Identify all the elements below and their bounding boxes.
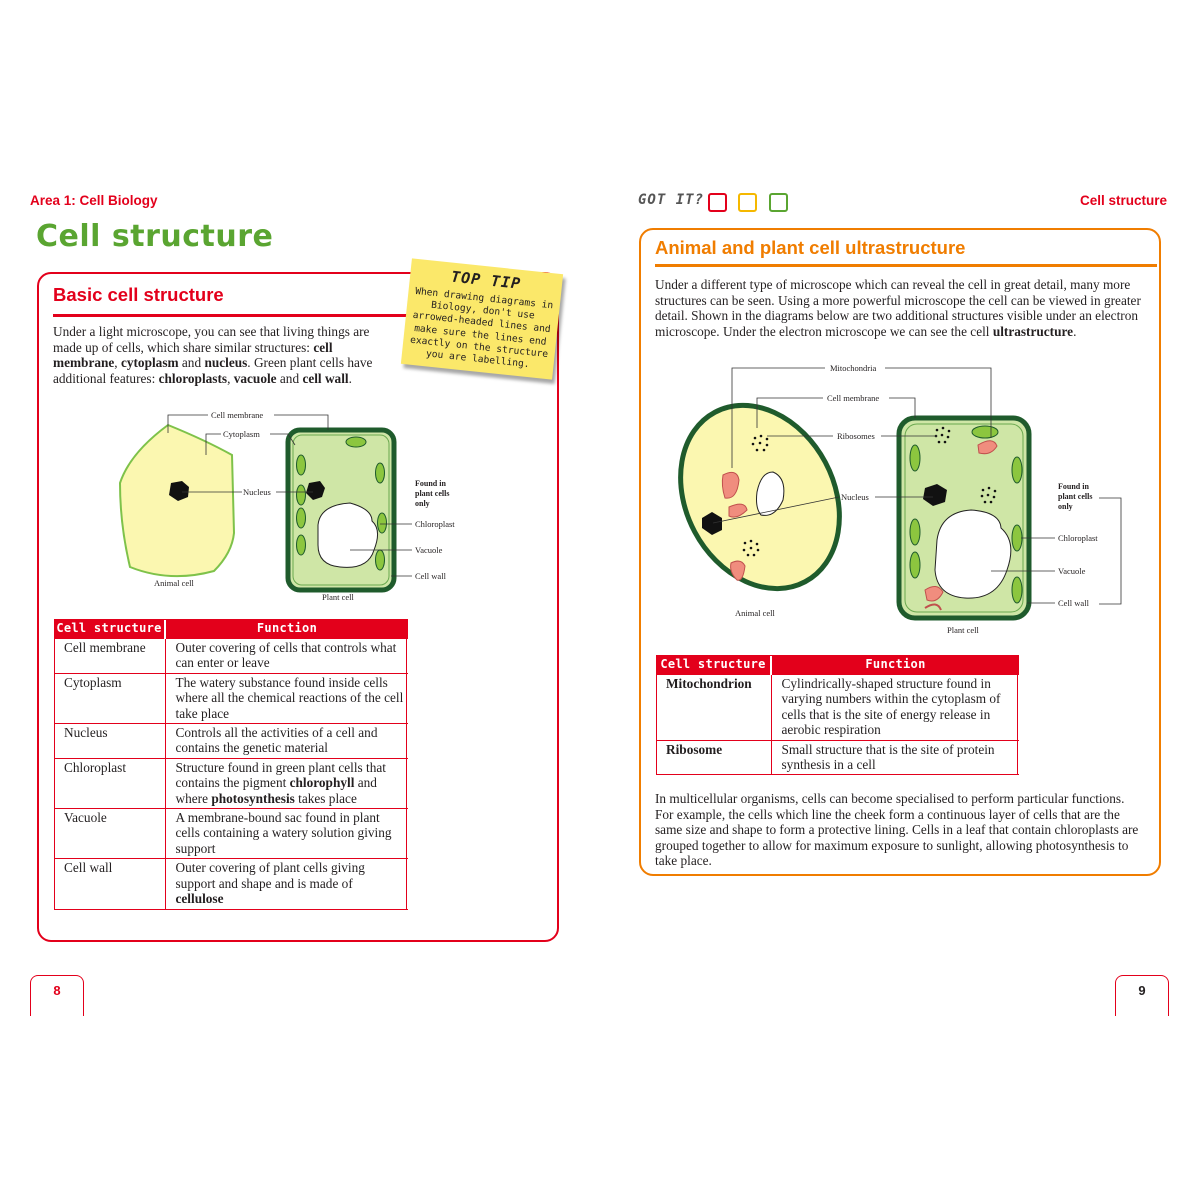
function-cell: Structure found in green plant cells that contains the pigment chlorophyll and where photosynthesis takes place [165, 758, 408, 808]
label-vacuole: Vacuole [415, 545, 443, 555]
table-row [54, 724, 408, 759]
ultrastructure-diagram [675, 360, 1135, 640]
basic-structure-heading: Basic cell structure [53, 284, 224, 305]
section-label: Cell structure [1079, 193, 1167, 208]
table-row [54, 673, 408, 723]
top-tip-title: TOP TIP [450, 267, 522, 293]
got-it-checkbox-green[interactable] [769, 193, 788, 212]
page-number-right: 9 [1115, 975, 1169, 1016]
chloroplast [346, 437, 366, 447]
chloroplast [297, 535, 306, 555]
label-cytoplasm: Cytoplasm [223, 429, 260, 439]
chloroplast [297, 508, 306, 528]
chloroplast [910, 445, 920, 471]
function-cell: Outer covering of cells that controls what can enter or leave [165, 639, 408, 673]
label-found-2: plant cells [415, 489, 450, 498]
heading-rule [655, 264, 1157, 267]
page-title: Cell structure [36, 219, 274, 254]
caption-animal-cell: Animal cell [154, 578, 194, 588]
cell-structure-table [54, 619, 408, 910]
got-it-label: GOT IT? [638, 192, 705, 208]
function-cell: Small structure that is the site of protein synthesis in a cell [771, 740, 1019, 775]
structure-cell: Cytoplasm [54, 673, 165, 723]
chloroplast [972, 426, 998, 438]
structure-cell: Chloroplast [54, 758, 165, 808]
table-header-structure: Cell structure [656, 655, 771, 675]
page-number-left: 8 [30, 975, 84, 1016]
table-row [656, 675, 1019, 740]
label-ribosomes: Ribosomes [837, 431, 875, 441]
label-nucleus: Nucleus [841, 492, 869, 502]
chloroplast [376, 550, 385, 570]
ultrastructure-heading: Animal and plant cell ultrastructure [655, 237, 966, 258]
function-cell: A membrane-bound sac found in plant cells containing a watery solution giving support [165, 809, 408, 859]
caption-animal-cell: Animal cell [735, 608, 775, 618]
got-it-checkbox-red[interactable] [708, 193, 727, 212]
label-mitochondria: Mitochondria [830, 363, 877, 373]
function-cell: Controls all the activities of a cell and contains the genetic material [165, 724, 408, 759]
chloroplast [297, 455, 306, 475]
label-found-1: Found in [415, 479, 446, 488]
structure-cell: Cell wall [54, 859, 165, 909]
label-found-3: only [415, 499, 430, 508]
label-vacuole: Vacuole [1058, 566, 1086, 576]
top-tip-note [401, 258, 563, 379]
chloroplast [910, 519, 920, 545]
table-row [54, 809, 408, 859]
label-nucleus: Nucleus [243, 487, 271, 497]
structure-cell: Mitochondrion [656, 675, 771, 740]
structure-cell: Ribosome [656, 740, 771, 775]
plant-vacuole [318, 503, 378, 567]
table-header-function: Function [771, 655, 1019, 675]
chloroplast [1012, 457, 1022, 483]
caption-plant-cell: Plant cell [322, 592, 354, 602]
structure-cell: Nucleus [54, 724, 165, 759]
table-header-structure: Cell structure [54, 619, 165, 639]
table-row [54, 639, 408, 673]
label-cell-wall: Cell wall [1058, 598, 1089, 608]
caption-plant-cell: Plant cell [947, 625, 979, 635]
label-cell-membrane: Cell membrane [211, 410, 264, 420]
area-label: Area 1: Cell Biology [30, 193, 158, 208]
chloroplast [1012, 525, 1022, 551]
structure-cell: Vacuole [54, 809, 165, 859]
chloroplast [376, 463, 385, 483]
chloroplast [910, 552, 920, 578]
ultra-paragraph: Under a different type of microscope which can reveal the cell in great detail, many more structures can be seen. Using a more powerful microscope the cell can be viewed in greater detail. Shown in the diagrams below are two additional structures visible under an electron microscope. Under the electron microscope we can see the cell ultrastructure. [655, 277, 1141, 339]
label-chloroplast: Chloroplast [1058, 533, 1098, 543]
ultrastructure-table [656, 655, 1019, 775]
table-header-function: Function [165, 619, 408, 639]
label-found-3: only [1058, 502, 1073, 511]
structure-cell: Cell membrane [54, 639, 165, 673]
label-cell-membrane: Cell membrane [827, 393, 880, 403]
chloroplast [378, 513, 387, 533]
table-row [656, 740, 1019, 775]
top-tip-text: When drawing diagrams in Biology, don't use arrowed-headed lines and make sure the lines end exactly on the structure you are labelling. [409, 285, 554, 371]
got-it-checkbox-amber[interactable] [738, 193, 757, 212]
basic-cell-diagram [110, 405, 480, 605]
label-chloroplast: Chloroplast [415, 519, 455, 529]
chloroplast [297, 485, 306, 505]
plant-vacuole [935, 510, 1011, 598]
label-found-1: Found in [1058, 482, 1089, 491]
label-found-2: plant cells [1058, 492, 1093, 501]
function-cell: Outer covering of plant cells giving support and shape and is made of cellulose [165, 859, 408, 909]
function-cell: The watery substance found inside cells where all the chemical reactions of the cell take place [165, 673, 408, 723]
function-cell: Cylindrically-shaped structure found in varying numbers within the cytoplasm of cells that is the site of energy release in aerobic respiration [771, 675, 1019, 740]
chloroplast [1012, 577, 1022, 603]
animal-cell-shape [120, 425, 234, 576]
table-row [54, 758, 408, 808]
closing-paragraph: In multicellular organisms, cells can become specialised to perform particular functions. For example, the cells which line the cheek form a continuous layer of cells that are the same size and shape to form a protective lining. Cells in a leaf that contain chloroplasts are grouped together to allow for maximum exposure to sunlight, allowing photosynthesis to take place. [655, 791, 1139, 868]
basic-paragraph: Under a light microscope, you can see that living things are made up of cells, which share similar structures: cell membrane, cytoplasm and nucleus. Green plant cells have additional features: chloroplasts, vacuole and cell wall. [53, 324, 373, 386]
label-cell-wall: Cell wall [415, 571, 446, 581]
table-row [54, 859, 408, 909]
